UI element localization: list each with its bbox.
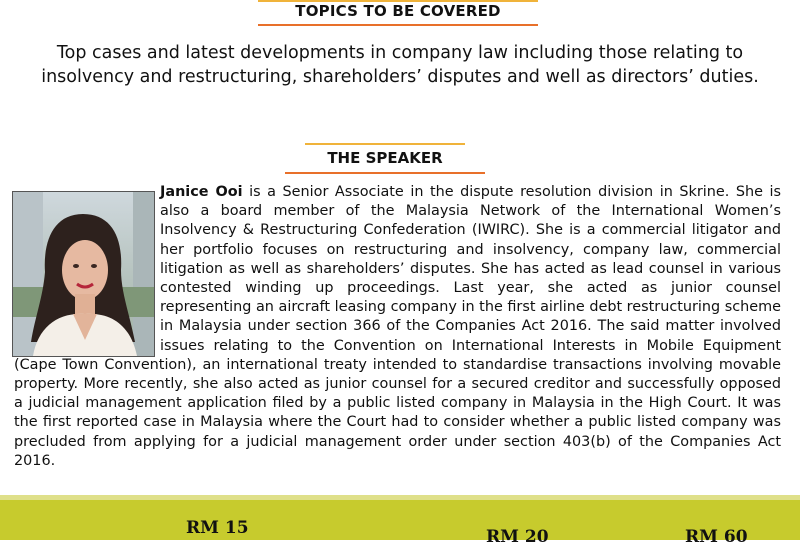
speaker-photo bbox=[12, 191, 155, 357]
speaker-heading-rule bbox=[285, 172, 485, 174]
speaker-name: Janice Ooi bbox=[160, 184, 243, 200]
price-3: RM 60 bbox=[685, 527, 748, 547]
speaker-heading: THE SPEAKER bbox=[327, 149, 443, 167]
price-1: RM 15 bbox=[186, 518, 249, 538]
speaker-heading-top-rule bbox=[305, 143, 465, 145]
pricing-band bbox=[0, 500, 800, 540]
topics-heading-rule bbox=[258, 24, 538, 26]
speaker-photo-image bbox=[13, 192, 154, 356]
price-2: RM 20 bbox=[486, 527, 549, 547]
speaker-bio-text: is a Senior Associate in the dispute resolution division in Skrine. She is also a board member of the Malaysia Network of the International Women’s Insolvency & Restructuring Confederation (IWIRC). She is a commercial litigator and her portfolio focuses on restructuring and insolvency, company law, commercial litigation as well as shareholders’ disputes. She has acted as lead counsel in various contested winding up proceedings. Last year, she acted as junior counsel representing an aircraft leasing company in the first airline debt restructuring scheme in Malaysia under section 366 of the Companies Act 2016. The said matter involved issues relating to the Convention on International Interests in Mobile Equipment (Cape Town Convention), an international treaty intended to standardise transactions involving movable property. More recently, she also acted as junior counsel for a secured creditor and successfully opposed a judicial management application filed by a public listed company in Malaysia in the High Court. It was the first reported case in Malaysia where the Court had to consider whether a public listed company was precluded from applying for a judicial management order under section 403(b) of the Companies Act 2016. bbox=[14, 184, 781, 469]
topics-heading: TOPICS TO BE COVERED bbox=[295, 2, 501, 20]
topics-body: Top cases and latest developments in company law including those relating to insolvency and restructuring, shareholders’ disputes and well as directors’ duties. bbox=[41, 43, 759, 87]
